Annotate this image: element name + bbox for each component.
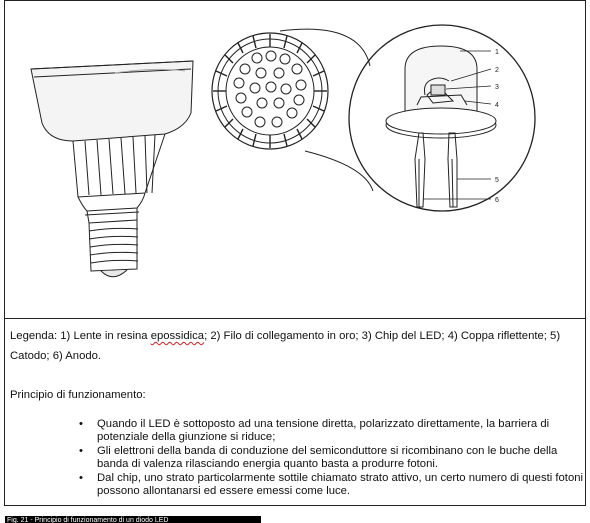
callout-1: 1	[495, 49, 499, 56]
figure-caption: Fig. 21 - Principio di funzionamento di un diodo LED	[5, 516, 261, 523]
anode-lead	[448, 133, 457, 207]
document-frame	[4, 0, 586, 506]
bulb-drawing	[31, 61, 193, 277]
callout-2: 2	[495, 67, 499, 74]
list-item-text: Dal chip, uno strato particolarmente sottile chiamato strato attivo, un certo numero di questi fotoni possono allontanarsi ed essere emessi come luce.	[97, 472, 584, 497]
legend-text	[10, 326, 582, 366]
list-item	[75, 472, 585, 498]
legend-suffix: ; 2) Filo di collegamento in oro; 3) Chip del LED; 4) Coppa riflettente; 5) Catodo; 6) Anodo.	[10, 330, 561, 362]
led-illustration	[5, 1, 585, 319]
bullet-icon: •	[79, 418, 83, 430]
callout-4: 4	[495, 102, 499, 109]
led-figure	[5, 1, 585, 319]
callout-6: 6	[495, 197, 499, 204]
legend-prefix: Legenda: 1) Lente in resina	[10, 330, 151, 342]
screw-base	[89, 220, 138, 277]
bullet-icon: •	[79, 472, 83, 484]
principle-title: Principio di funzionamento:	[10, 389, 146, 401]
cathode-lead	[415, 133, 425, 207]
spellcheck-flagged-word[interactable]: epossidica	[150, 330, 205, 342]
list-item-text: Gli elettroni della banda di conduzione del semiconduttore si ricombinano con le buche della banda di valenza rilasciando energia quanto basta a produrre fotoni.	[97, 445, 558, 470]
list-item	[75, 445, 585, 471]
principle-bullet-list	[75, 418, 585, 499]
callout-3: 3	[495, 84, 499, 91]
led-array-front-view	[212, 33, 328, 149]
list-item	[75, 418, 585, 444]
callout-5: 5	[495, 177, 499, 184]
bullet-icon: •	[79, 445, 83, 457]
list-item-text: Quando il LED è sottoposto ad una tensione diretta, polarizzato direttamente, la barriera di potenziale della giunzione si riduce;	[97, 418, 550, 443]
